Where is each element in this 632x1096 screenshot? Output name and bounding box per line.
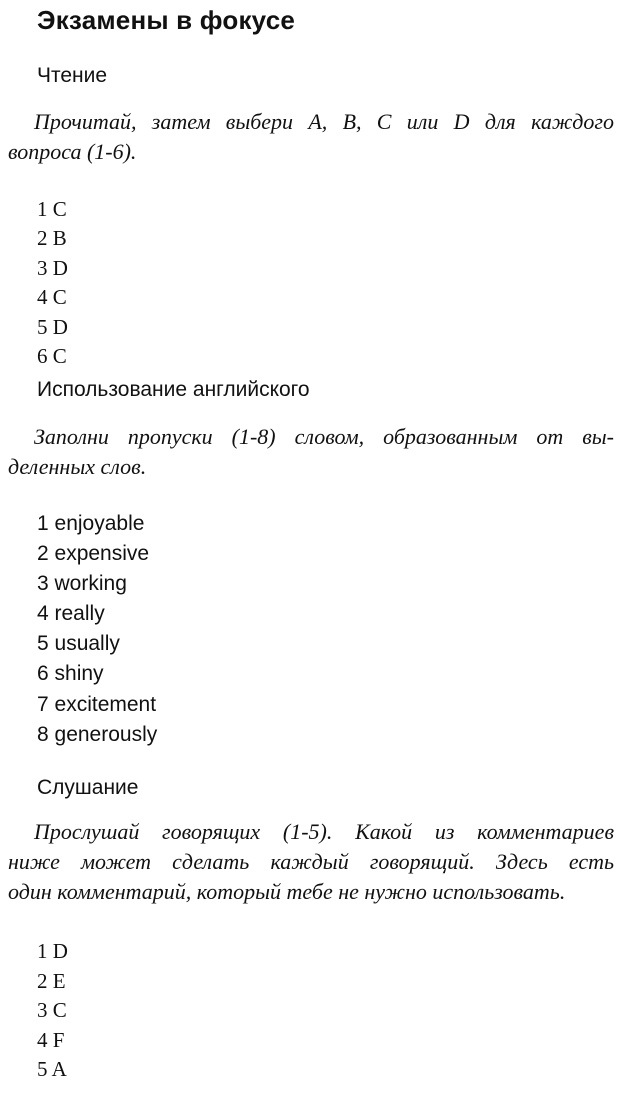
english-instruction-line2: деленных слов. (8, 454, 147, 479)
reading-answer: 3 D (37, 255, 68, 280)
listening-answer: 2 E (37, 968, 66, 993)
listening-instruction-line1: Прослушай говорящих (1-5). Какой из комментариев (34, 819, 614, 844)
listening-heading: Слушание (37, 776, 139, 799)
reading-instruction (8, 107, 614, 167)
listening-instruction-line3: один комментарий, который тебе не нужно использовать. (8, 879, 566, 904)
listening-answers (37, 937, 68, 1085)
listening-answer: 1 D (37, 939, 68, 963)
reading-answer: 6 C (37, 344, 67, 369)
reading-answers (37, 195, 68, 371)
english-answer: 7 excitement (37, 692, 157, 716)
listening-instruction-line2: ниже может сделать каждый говорящий. Здесь есть (8, 849, 614, 874)
english-answer: 8 generously (37, 722, 158, 746)
page-title: Экзамены в фокусе (37, 5, 296, 35)
english-answer: 1 enjoyable (37, 512, 145, 535)
english-answer: 5 usually (37, 632, 120, 656)
english-answer: 3 working (37, 572, 127, 596)
english-heading: Использование английского (37, 378, 310, 401)
reading-answer: 5 D (37, 314, 68, 339)
reading-answer: 2 B (37, 226, 67, 251)
english-instruction (8, 422, 614, 482)
english-answers (37, 509, 157, 750)
reading-answer: 4 C (37, 285, 67, 310)
reading-instruction-line1: Прочитай, затем выбери A, B, C или D для каждого (34, 109, 614, 134)
english-answer: 4 really (37, 602, 105, 626)
english-answer: 6 shiny (37, 662, 104, 686)
reading-answer: 1 C (37, 197, 67, 221)
listening-answer: 4 F (37, 1027, 65, 1052)
english-answer: 2 expensive (37, 542, 150, 566)
listening-answer: 5 A (37, 1057, 67, 1081)
reading-heading: Чтение (37, 64, 108, 87)
reading-instruction-line2: вопроса (1-6). (8, 139, 137, 164)
listening-instruction (8, 817, 614, 907)
english-instruction-line1: Заполни пропуски (1-8) словом, образованным от вы- (34, 424, 614, 449)
listening-answer: 3 C (37, 998, 67, 1022)
